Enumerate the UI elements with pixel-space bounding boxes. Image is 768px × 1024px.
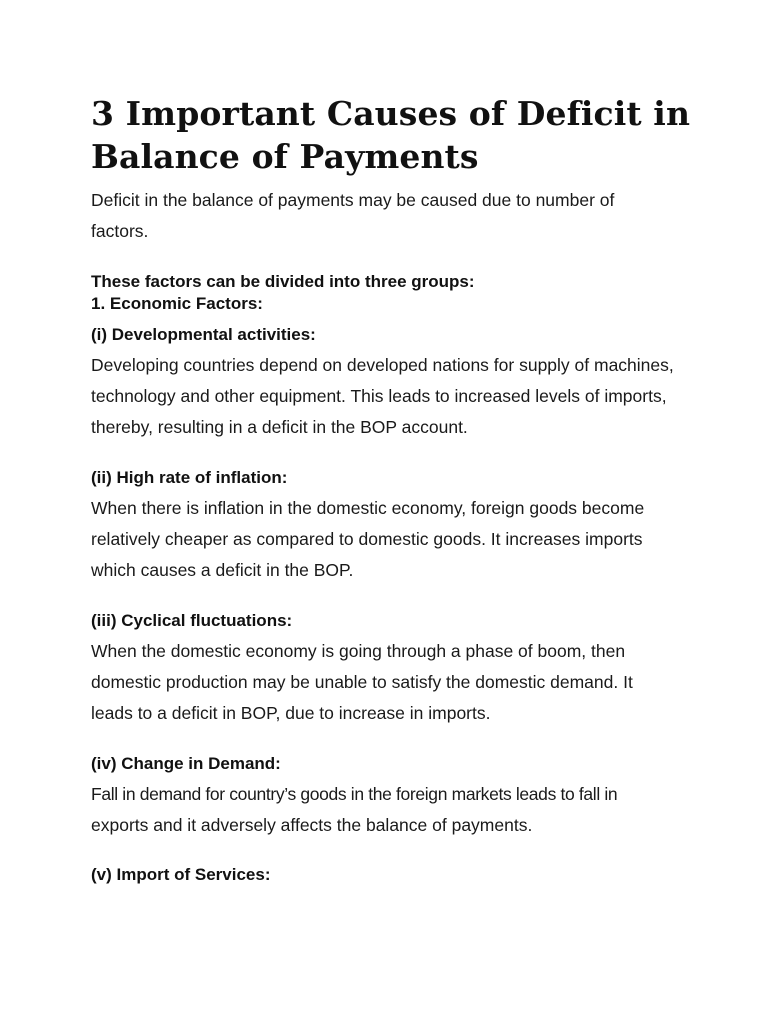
body-line: Developing countries depend on developed nations for supply of machines, (91, 355, 674, 375)
group1-heading: 1. Economic Factors: (91, 294, 263, 313)
body-line: exports and it adversely affects the balance of payments. (91, 815, 533, 835)
section-heading-import-of-services: (v) Import of Services: (91, 865, 271, 884)
body-line: thereby, resulting in a deficit in the BOP account. (91, 417, 468, 437)
section-body-cyclical-fluctuations (91, 636, 633, 729)
section-body-change-in-demand (91, 779, 617, 841)
intro-paragraph (91, 185, 614, 247)
section-body-developmental-activities (91, 350, 674, 443)
section-heading-cyclical-fluctuations: (iii) Cyclical fluctuations: (91, 611, 293, 630)
intro-line: factors. (91, 221, 149, 241)
section-heading-change-in-demand: (iv) Change in Demand: (91, 754, 281, 773)
body-line: relatively cheaper as compared to domestic goods. It increases imports (91, 529, 643, 549)
section-heading-developmental-activities: (i) Developmental activities: (91, 325, 316, 344)
body-line: When the domestic economy is going through a phase of boom, then (91, 641, 626, 661)
intro-line: Deficit in the balance of payments may be caused due to number of (91, 190, 615, 210)
groups-heading: These factors can be divided into three groups: (91, 272, 475, 291)
body-line: domestic production may be unable to satisfy the domestic demand. It (91, 672, 633, 692)
body-line: technology and other equipment. This leads to increased levels of imports, (91, 386, 667, 406)
section-heading-high-rate-of-inflation: (ii) High rate of inflation: (91, 468, 288, 487)
body-line: When there is inflation in the domestic economy, foreign goods become (91, 498, 645, 518)
body-line: leads to a deficit in BOP, due to increase in imports. (91, 703, 491, 723)
body-line: which causes a deficit in the BOP. (91, 560, 354, 580)
body-line: Fall in demand for country’s goods in the foreign markets leads to fall in (91, 784, 618, 804)
page-title: 3 Important Causes of Deficit in Balance of Payments (91, 94, 691, 176)
section-body-high-rate-of-inflation (91, 493, 644, 586)
